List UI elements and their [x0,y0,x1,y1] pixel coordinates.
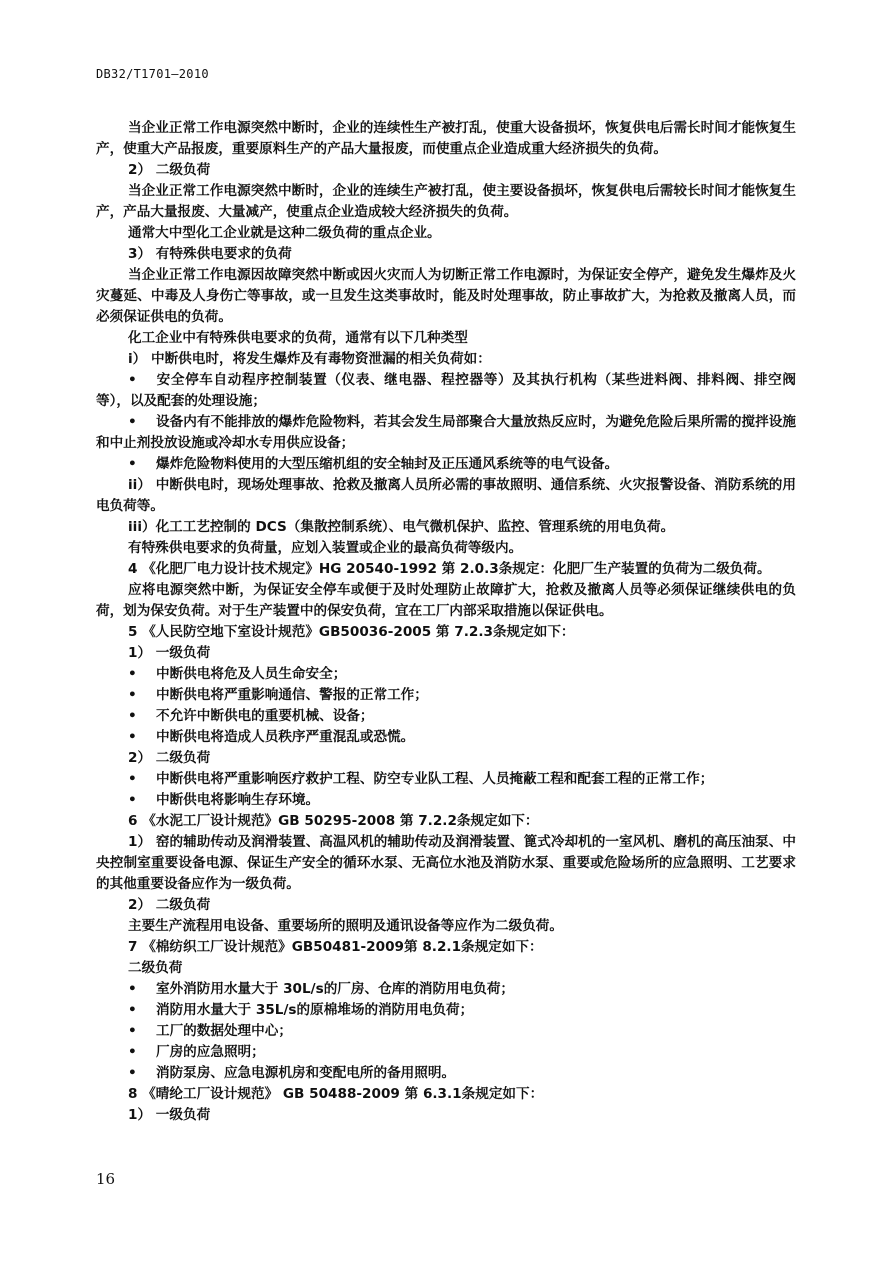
bullet-item [96,1000,796,1021]
paragraph-text: 1） 一级负荷 [128,645,211,661]
paragraph-text: 消防用水量大于 35L/s的原棉堆场的消防用电负荷； [156,1002,474,1018]
paragraph-text: 6 《水泥工厂设计规范》GB 50295-2008 第 7.2.2条规定如下： [128,813,539,829]
paragraph [96,160,796,181]
paragraph [96,559,796,580]
paragraph-text: 应将电源突然中断，为保证安全停车或便于及时处理防止故障扩大，抢救及撤离人员等必须保证继续供电的负荷，划为保安负荷。对于生产装置中的保安负荷，宜在工厂内部采取措施以保证供电。 [96,582,796,619]
paragraph-text: 爆炸危险物料使用的大型压缩机组的安全轴封及正压通风系统等的电气设备。 [156,456,619,472]
paragraph-text: 二级负荷 [128,960,183,976]
paragraph-text: 化工企业中有特殊供电要求的负荷，通常有以下几种类型 [128,330,468,346]
bullet-icon: • [128,666,137,682]
paragraph-text: 不允许中断供电的重要机械、设备； [156,708,374,724]
bullet-item [96,769,796,790]
paragraph [96,475,796,517]
paragraph [96,811,796,832]
bullet-item [96,790,796,811]
bullet-item [96,685,796,706]
paragraph-text: 2） 二级负荷 [128,162,211,178]
paragraph [96,244,796,265]
paragraph [96,118,796,160]
bullet-icon: • [128,372,137,388]
paragraph [96,349,796,370]
paragraph [96,748,796,769]
paragraph [96,328,796,349]
bullet-icon: • [128,708,137,724]
paragraph [96,181,796,223]
paragraph [96,538,796,559]
bullet-item [96,664,796,685]
paragraph-text: 3） 有特殊供电要求的负荷 [128,246,292,262]
paragraph [96,1105,796,1126]
paragraph-text: 厂房的应急照明； [156,1044,265,1060]
bullet-icon: • [128,1002,137,1018]
paragraph-text: 中断供电将造成人员秩序严重混乱或恐慌。 [156,729,415,745]
paragraph-text: iii）化工工艺控制的 DCS（集散控制系统）、电气微机保护、监控、管理系统的用电负荷。 [128,519,675,535]
bullet-icon: • [128,792,137,808]
paragraph-text: 1） 一级负荷 [128,1107,211,1123]
document-body [96,118,796,1126]
paragraph-text: 中断供电将影响生存环境。 [156,792,320,808]
paragraph-text: 主要生产流程用电设备、重要场所的照明及通讯设备等应作为二级负荷。 [128,918,563,934]
page-number: 16 [96,1170,116,1188]
paragraph-text: 中断供电将严重影响医疗救护工程、防空专业队工程、人员掩蔽工程和配套工程的正常工作； [156,771,714,787]
document-code-header: DB32/T1701—2010 [96,67,209,81]
bullet-icon: • [128,687,137,703]
bullet-item [96,412,796,454]
paragraph-text: 中断供电将危及人员生命安全； [156,666,347,682]
paragraph-text: 设备内有不能排放的爆炸危险物料，若其会发生局部聚合大量放热反应时，为避免危险后果所需的搅拌设施和中止剂投放设施或冷却水专用供应设备； [96,414,796,451]
bullet-icon: • [128,1023,137,1039]
bullet-icon: • [128,729,137,745]
paragraph-text: 2） 二级负荷 [128,750,211,766]
paragraph [96,223,796,244]
bullet-item [96,370,796,412]
paragraph-text: 2） 二级负荷 [128,897,211,913]
paragraph-text: 有特殊供电要求的负荷量，应划入装置或企业的最高负荷等级内。 [128,540,523,556]
paragraph-text: 安全停车自动程序控制装置（仪表、继电器、程控器等）及其执行机构（某些进料阀、排料阀、排空阀等），以及配套的处理设施； [96,372,796,409]
bullet-icon: • [128,1065,137,1081]
paragraph-text: 8 《晴纶工厂设计规范》 GB 50488-2009 第 6.3.1条规定如下： [128,1086,544,1102]
paragraph-text: 通常大中型化工企业就是这种二级负荷的重点企业。 [128,225,441,241]
bullet-icon: • [128,981,137,997]
paragraph-text: i） 中断供电时，将发生爆炸及有毒物资泄漏的相关负荷如： [128,351,491,367]
paragraph-text: 当企业正常工作电源因故障突然中断或因火灾而人为切断正常工作电源时，为保证安全停产，避免发生爆炸及火灾蔓延、中毒及人身伤亡等事故，或一旦发生这类事故时，能及时处理事故，防止事故扩大，为抢救及撤离人员，而必须保证供电的负荷。 [96,267,796,325]
paragraph [96,643,796,664]
paragraph [96,580,796,622]
bullet-icon: • [128,456,137,472]
paragraph-text: 1） 窑的辅助传动及润滑装置、高温风机的辅助传动及润滑装置、篦式冷却机的一室风机、磨机的高压油泵、中央控制室重要设备电源、保证生产安全的循环水泵、无高位水池及消防水泵、重要或危险场所的应急照明、工艺要求的其他重要设备应作为一级负荷。 [96,834,796,892]
paragraph [96,958,796,979]
paragraph [96,265,796,328]
paragraph [96,832,796,895]
paragraph-text: 工厂的数据处理中心； [156,1023,292,1039]
paragraph-text: ii） 中断供电时，现场处理事故、抢救及撤离人员所必需的事故照明、通信系统、火灾报警设备、消防系统的用电负荷等。 [96,477,796,514]
paragraph-text: 室外消防用水量大于 30L/s的厂房、仓库的消防用电负荷； [156,981,515,997]
paragraph [96,937,796,958]
paragraph-text: 当企业正常工作电源突然中断时，企业的连续性生产被打乱，使重大设备损坏，恢复供电后需长时间才能恢复生产，使重大产品报废，重要原料生产的产品大量报废，而使重点企业造成重大经济损失的负荷。 [96,120,796,157]
paragraph-text: 中断供电将严重影响通信、警报的正常工作； [156,687,428,703]
bullet-icon: • [128,414,137,430]
bullet-icon: • [128,1044,137,1060]
paragraph-text: 当企业正常工作电源突然中断时，企业的连续生产被打乱，使主要设备损坏，恢复供电后需较长时间才能恢复生产，产品大量报废、大量减产，使重点企业造成较大经济损失的负荷。 [96,183,796,220]
bullet-item [96,706,796,727]
paragraph [96,895,796,916]
bullet-item [96,1042,796,1063]
bullet-item [96,727,796,748]
paragraph [96,517,796,538]
bullet-item [96,1063,796,1084]
paragraph-text: 4 《化肥厂电力设计技术规定》HG 20540-1992 第 2.0.3条规定：化肥厂生产装置的负荷为二级负荷。 [128,561,771,577]
bullet-item [96,1021,796,1042]
paragraph-text: 消防泵房、应急电源机房和变配电所的备用照明。 [156,1065,456,1081]
paragraph-text: 5 《人民防空地下室设计规范》GB50036-2005 第 7.2.3条规定如下： [128,624,575,640]
paragraph [96,916,796,937]
bullet-icon: • [128,771,137,787]
bullet-item [96,454,796,475]
paragraph [96,1084,796,1105]
paragraph-text: 7 《棉纺织工厂设计规范》GB50481-2009第 8.2.1条规定如下： [128,939,543,955]
bullet-item [96,979,796,1000]
paragraph [96,622,796,643]
